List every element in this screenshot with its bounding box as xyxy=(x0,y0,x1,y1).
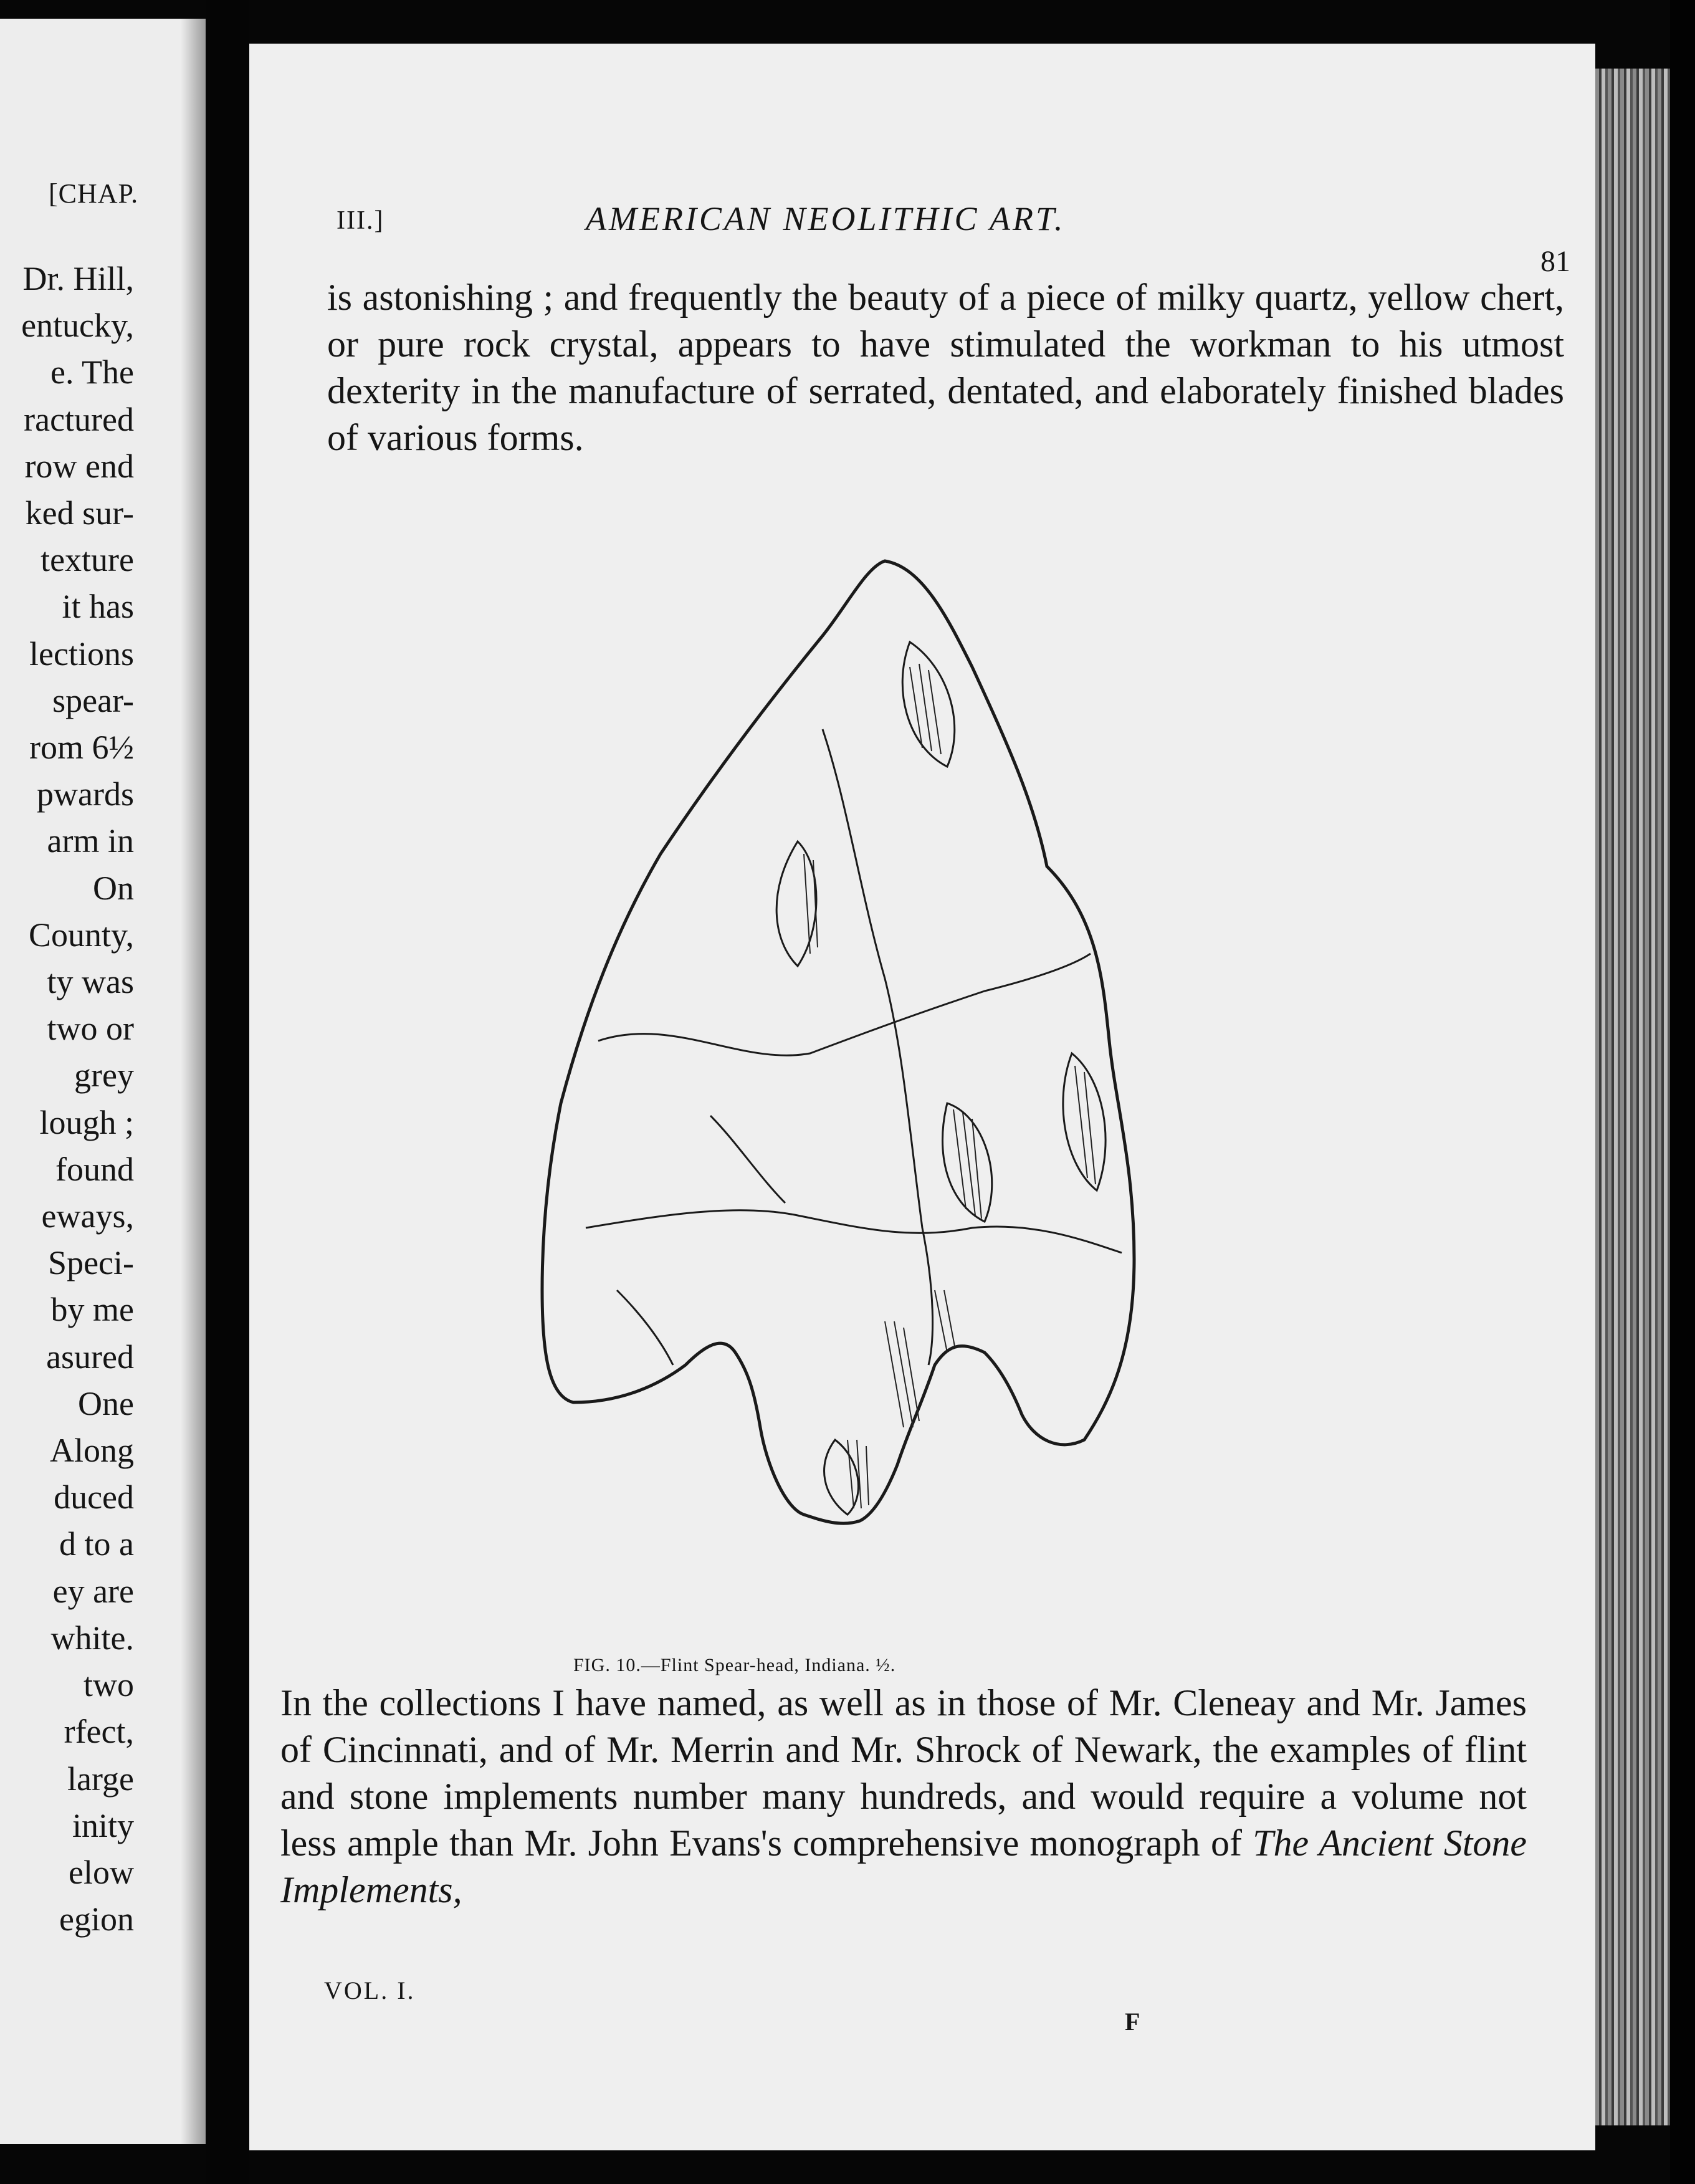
left-page-line: d to a xyxy=(59,1525,134,1563)
left-page-line: entucky, xyxy=(21,307,134,345)
left-page-line: row end xyxy=(24,447,134,485)
left-page-line: pwards xyxy=(37,775,134,813)
book-title-italic: The Ancient Stone Implements, xyxy=(280,1822,1527,1910)
left-running-head: [CHAP. xyxy=(49,178,139,209)
left-page-line: e. The xyxy=(50,353,134,391)
paragraph-bottom xyxy=(280,1680,1527,1913)
left-page-line: One xyxy=(78,1384,134,1422)
gathering-signature: F xyxy=(1125,2008,1140,2036)
left-page-line: by me xyxy=(50,1291,134,1329)
left-page-line: elow xyxy=(69,1853,134,1891)
left-page-line: it has xyxy=(62,588,134,626)
left-page-line: spear- xyxy=(52,681,134,719)
left-page-line: rom 6½ xyxy=(29,729,134,767)
page-number: 81 xyxy=(1540,245,1570,278)
left-page-line: arm in xyxy=(47,822,134,860)
left-page-line: found xyxy=(55,1150,134,1188)
chapter-marker: III.] xyxy=(337,206,384,235)
left-page-line: lough ; xyxy=(39,1103,134,1141)
running-header xyxy=(337,199,1570,278)
left-page-line: texture xyxy=(41,541,134,579)
left-page xyxy=(0,19,206,2144)
left-page-line: two xyxy=(84,1666,134,1704)
left-page-line: Along xyxy=(50,1432,134,1470)
ridge-line xyxy=(598,954,1091,1055)
figure-caption: FIG. 10.—Flint Spear-head, Indiana. ½. xyxy=(573,1655,896,1675)
ridge-line xyxy=(823,729,933,1365)
left-page-shadow xyxy=(181,19,206,2144)
left-page-line: ey are xyxy=(52,1572,134,1610)
left-page-line: white. xyxy=(50,1619,134,1657)
book-gutter xyxy=(206,0,249,2184)
left-page-line: lections xyxy=(29,635,134,673)
left-page-line: Speci- xyxy=(48,1244,134,1282)
left-page-line: duced xyxy=(54,1478,134,1516)
flake-scar xyxy=(902,642,955,767)
volume-signature: VOL. I. xyxy=(324,1976,416,2004)
left-page-line: asured xyxy=(46,1338,134,1376)
left-page-line: ked sur- xyxy=(25,494,134,532)
left-page-line: County, xyxy=(28,916,134,954)
left-page-line: Dr. Hill, xyxy=(22,260,134,297)
running-title: AMERICAN NEOLITHIC ART. xyxy=(586,200,1066,237)
left-page-line: large xyxy=(67,1760,134,1798)
ridge-line xyxy=(586,1210,1122,1253)
right-page xyxy=(249,44,1595,2150)
left-page-text xyxy=(21,256,134,1943)
left-page-line: two or xyxy=(47,1010,134,1048)
background-edge xyxy=(1670,0,1695,2184)
left-page-line: ractured xyxy=(24,400,134,438)
left-page-line: inity xyxy=(72,1806,134,1844)
paragraph-top: is astonishing ; and frequently the beauty of a piece of milky quartz, yellow chert, or pure rock crystal, appears to have stimulated the workman to his utmost dexterity in the manufacture of serrated, dentated, and elaborately finished blades of various forms. xyxy=(327,277,1564,458)
left-page-line: ty was xyxy=(47,963,134,1001)
left-page-line: grey xyxy=(74,1056,134,1094)
left-page-line: On xyxy=(93,869,134,907)
left-page-line: rfect, xyxy=(64,1713,134,1751)
spear-head-illustration xyxy=(474,542,1346,1664)
flake-scar xyxy=(943,1103,992,1222)
page-edges xyxy=(1595,69,1670,2125)
ridge-line xyxy=(617,1290,673,1365)
flake-scar xyxy=(776,841,816,966)
left-page-line: egion xyxy=(59,1900,134,1938)
paragraph-bottom-text: In the collections I have named, as well as in those of Mr. Cleneay and Mr. James of Cincinnati, and of Mr. Merrin and Mr. Shrock of Newark, the examples of flint and stone implements number many hundreds, and would require a volume not less ample than Mr. John Evans's comprehensive monograph of xyxy=(280,1682,1527,1864)
ridge-line xyxy=(710,1116,785,1203)
left-page-line: eways, xyxy=(41,1197,134,1235)
hatch-shading xyxy=(804,664,1096,1508)
